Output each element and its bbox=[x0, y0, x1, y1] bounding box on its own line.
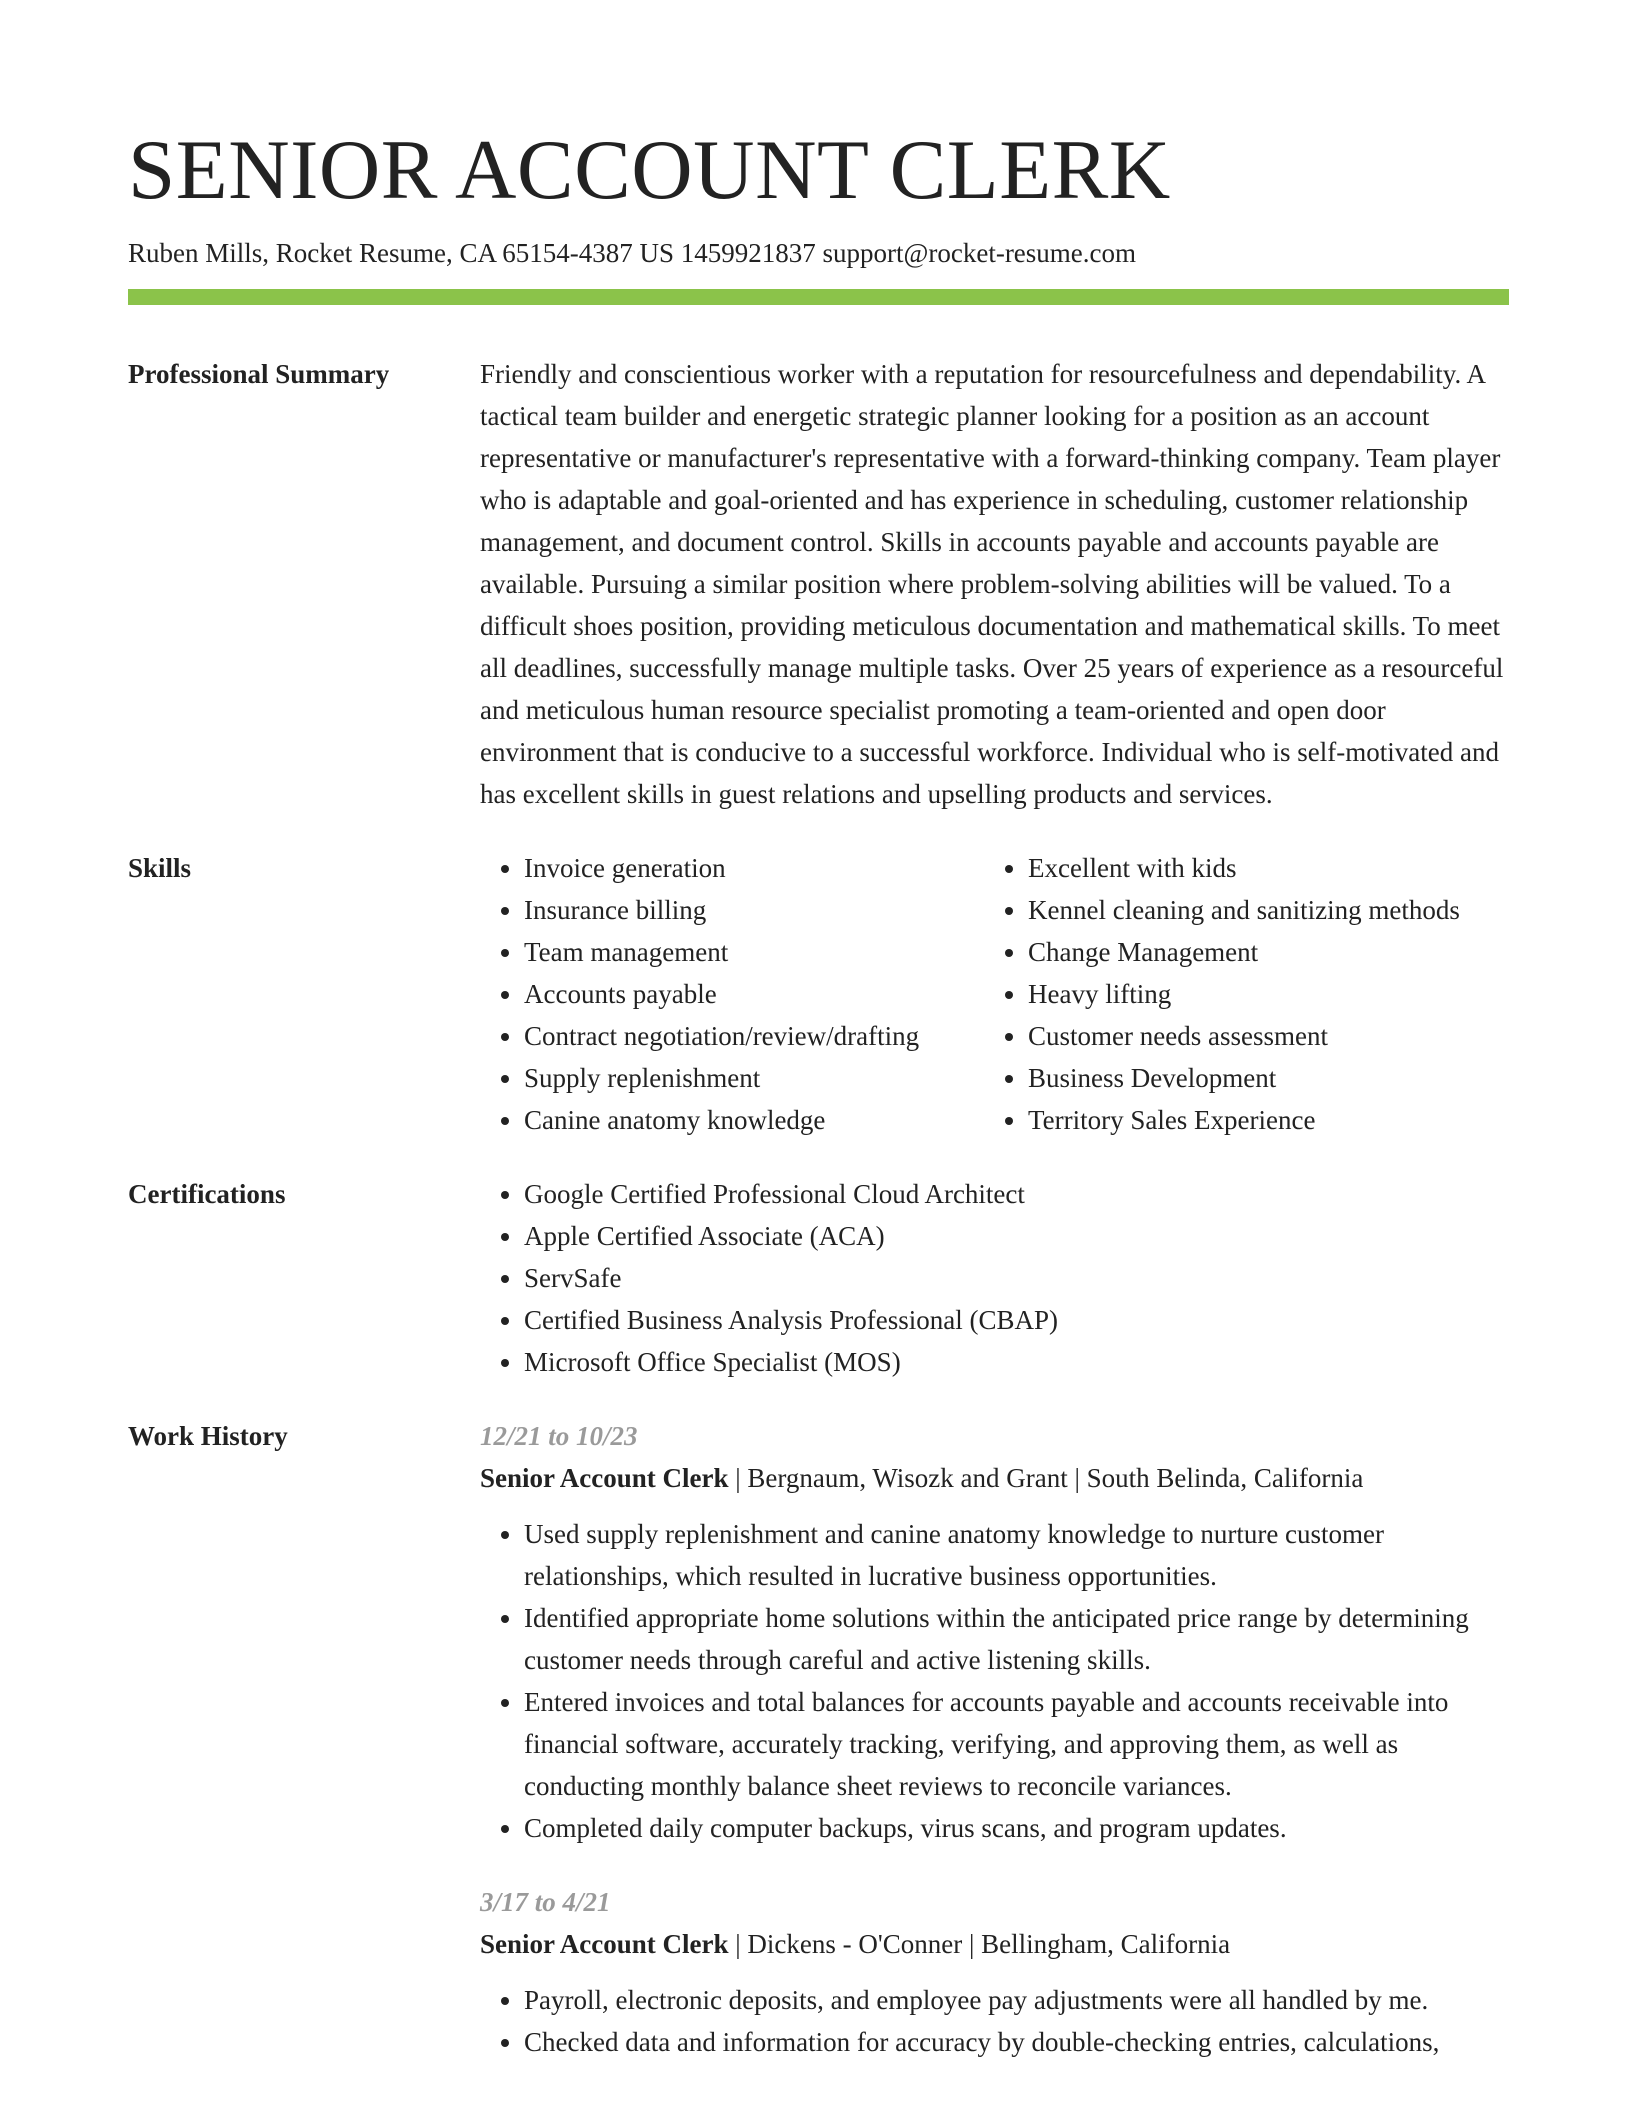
skill-item: • Contract negotiation/review/drafting bbox=[524, 1015, 984, 1057]
skill-item: • Supply replenishment bbox=[524, 1057, 984, 1099]
skill-item: • Excellent with kids bbox=[1028, 847, 1460, 889]
job-entry bbox=[480, 1415, 1509, 1849]
certification-item: • Microsoft Office Specialist (MOS) bbox=[524, 1341, 1509, 1383]
skill-item: • Change Management bbox=[1028, 931, 1460, 973]
job-bullet: • Payroll, electronic deposits, and employee pay adjustments were all handled by me. bbox=[524, 1979, 1509, 2021]
header-divider bbox=[128, 289, 1509, 305]
skill-item: • Invoice generation bbox=[524, 847, 984, 889]
summary-content bbox=[480, 353, 1509, 815]
skill-item: • Insurance billing bbox=[524, 889, 984, 931]
certifications-list bbox=[480, 1173, 1509, 1383]
skill-item: • Territory Sales Experience bbox=[1028, 1099, 1460, 1141]
job-bullet: • Checked data and information for accuracy by double-checking entries, calculations, bbox=[524, 2021, 1509, 2063]
job-bullet: • Entered invoices and total balances for accounts payable and accounts receivable into financial software, accurately tracking, verifying, and approving them, as well as conducting monthly balance sheet reviews to reconcile variances. bbox=[524, 1681, 1509, 1807]
skill-item: • Accounts payable bbox=[524, 973, 984, 1015]
job-bullet: • Identified appropriate home solutions within the anticipated price range by determining customer needs through careful and active listening skills. bbox=[524, 1597, 1509, 1681]
job-entry bbox=[480, 1881, 1509, 2063]
section-label-summary: Professional Summary bbox=[128, 359, 390, 389]
job-bullets bbox=[480, 1513, 1509, 1849]
job-employer-location: | Bergnaum, Wisozk and Grant | South Belinda, California bbox=[728, 1463, 1364, 1493]
job-bullet: • Used supply replenishment and canine anatomy knowledge to nurture customer relationships, which resulted in lucrative business opportunities. bbox=[524, 1513, 1509, 1597]
job-dates: 3/17 to 4/21 bbox=[480, 1887, 611, 1917]
contact-line: Ruben Mills, Rocket Resume, CA 65154-4387 US 1459921837 support@rocket-resume.com bbox=[128, 238, 1137, 268]
certifications-content bbox=[480, 1173, 1509, 1383]
work-history-content bbox=[480, 1415, 1509, 2063]
resume-title: SENIOR ACCOUNT CLERK bbox=[128, 123, 1171, 217]
certification-item: • Apple Certified Associate (ACA) bbox=[524, 1215, 1509, 1257]
skill-item: • Kennel cleaning and sanitizing methods bbox=[1028, 889, 1460, 931]
job-dates: 12/21 to 10/23 bbox=[480, 1421, 638, 1451]
certifications-section bbox=[128, 1173, 1509, 1383]
skill-item: • Canine anatomy knowledge bbox=[524, 1099, 984, 1141]
section-label-work-history: Work History bbox=[128, 1421, 288, 1451]
skills-content bbox=[480, 847, 1509, 1141]
certification-item: • Certified Business Analysis Professional (CBAP) bbox=[524, 1299, 1509, 1341]
job-title: Senior Account Clerk bbox=[480, 1463, 729, 1493]
certification-item: • Google Certified Professional Cloud Architect bbox=[524, 1173, 1509, 1215]
skill-item: • Team management bbox=[524, 931, 984, 973]
skill-item: • Business Development bbox=[1028, 1057, 1460, 1099]
skills-column-2 bbox=[984, 847, 1460, 1141]
skills-section bbox=[128, 847, 1509, 1141]
skill-item: • Customer needs assessment bbox=[1028, 1015, 1460, 1057]
section-label-certifications: Certifications bbox=[128, 1179, 286, 1209]
job-bullets bbox=[480, 1979, 1509, 2063]
certification-item: • ServSafe bbox=[524, 1257, 1509, 1299]
summary-text: Friendly and conscientious worker with a reputation for resourcefulness and dependability. A tactical team builder and energetic strategic planner looking for a position as an account representative or manufacturer's representative with a forward-thinking company. Team player who is adaptable and goal-oriented and has experience in scheduling, customer relationship management, and document control. Skills in accounts payable and accounts payable are available. Pursuing a similar position where problem-solving abilities will be valued. To a difficult shoes position, providing meticulous documentation and mathematical skills. To meet all deadlines, successfully manage multiple tasks. Over 25 years of experience as a resourceful and meticulous human resource specialist promoting a team-oriented and open door environment that is conducive to a successful workforce. Individual who is self-motivated and has excellent skills in guest relations and upselling products and services. bbox=[480, 359, 1504, 809]
work-history-section bbox=[128, 1415, 1509, 2063]
job-title-line bbox=[480, 1457, 1509, 1499]
job-title: Senior Account Clerk bbox=[480, 1929, 729, 1959]
skills-column-1 bbox=[480, 847, 984, 1141]
job-title-line bbox=[480, 1923, 1509, 1965]
section-label-skills: Skills bbox=[128, 853, 192, 883]
summary-section bbox=[128, 353, 1509, 815]
skill-item: • Heavy lifting bbox=[1028, 973, 1460, 1015]
job-employer-location: | Dickens - O'Conner | Bellingham, California bbox=[728, 1929, 1231, 1959]
job-bullet: • Completed daily computer backups, virus scans, and program updates. bbox=[524, 1807, 1509, 1849]
